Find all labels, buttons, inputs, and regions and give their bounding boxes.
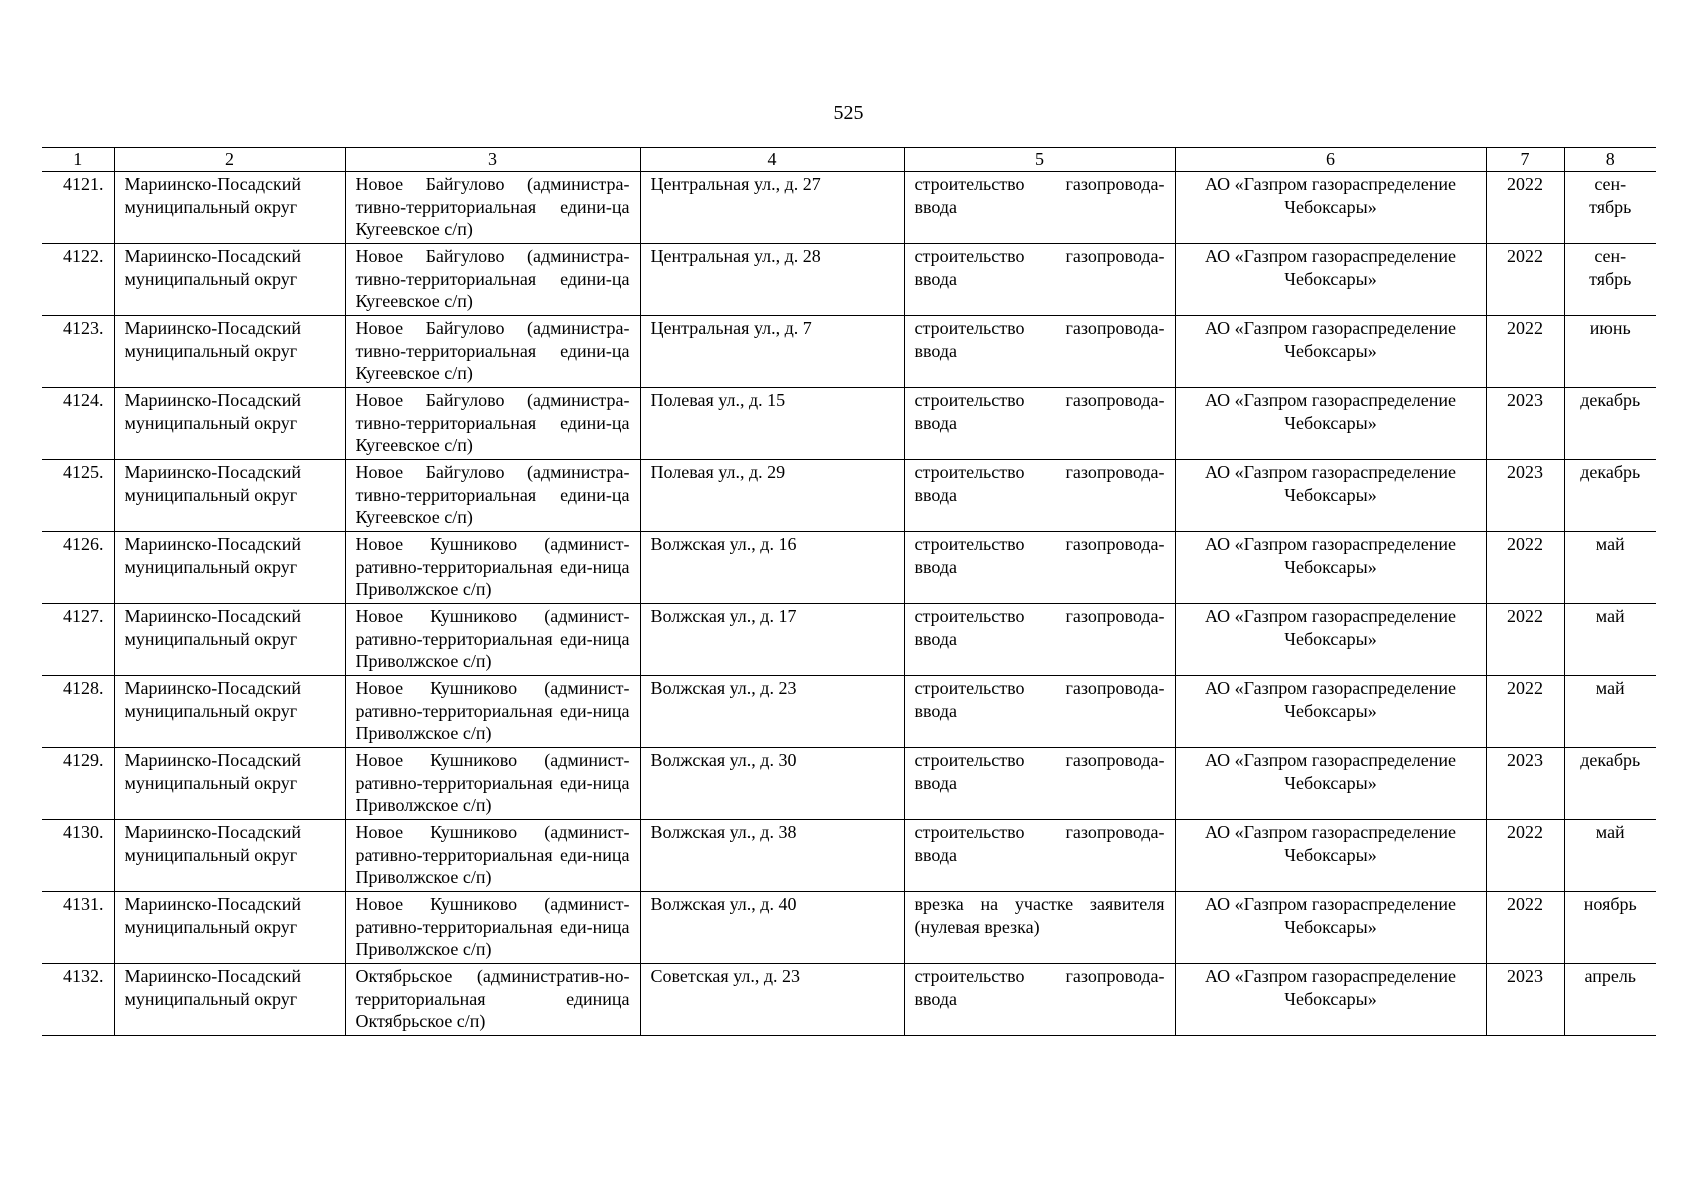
gas-connection-table: [42, 147, 1656, 1036]
district-cell: Мариинско-Посадский муниципальный округ: [114, 748, 345, 820]
year-cell: 2022: [1486, 676, 1564, 748]
work-type-cell: строительство газопровода-ввода: [904, 532, 1175, 604]
table-row: [42, 316, 1656, 388]
address-cell: Волжская ул., д. 23: [640, 676, 904, 748]
organization-cell: АО «Газпром газораспределение Чебоксары»: [1175, 604, 1486, 676]
column-header: 6: [1175, 148, 1486, 172]
year-cell: 2022: [1486, 892, 1564, 964]
row-number: 4131.: [42, 892, 114, 964]
year-cell: 2022: [1486, 172, 1564, 244]
organization-cell: АО «Газпром газораспределение Чебоксары»: [1175, 388, 1486, 460]
settlement-cell: Новое Байгулово (администра-тивно-территориальная едини-ца Кугеевское с/п): [345, 172, 640, 244]
work-type-cell: строительство газопровода-ввода: [904, 388, 1175, 460]
district-cell: Мариинско-Посадский муниципальный округ: [114, 316, 345, 388]
month-cell: май: [1564, 676, 1656, 748]
address-cell: Волжская ул., д. 17: [640, 604, 904, 676]
address-cell: Центральная ул., д. 28: [640, 244, 904, 316]
work-type-cell: строительство газопровода-ввода: [904, 316, 1175, 388]
year-cell: 2022: [1486, 532, 1564, 604]
month-cell: сен-тябрь: [1564, 172, 1656, 244]
column-header: 2: [114, 148, 345, 172]
organization-cell: АО «Газпром газораспределение Чебоксары»: [1175, 676, 1486, 748]
table-row: [42, 676, 1656, 748]
work-type-cell: строительство газопровода-ввода: [904, 244, 1175, 316]
address-cell: Полевая ул., д. 15: [640, 388, 904, 460]
row-number: 4126.: [42, 532, 114, 604]
table-row: [42, 964, 1656, 1036]
table-row: [42, 244, 1656, 316]
settlement-cell: Новое Кушниково (админист-ративно-территориальная еди-ница Приволжское с/п): [345, 748, 640, 820]
settlement-cell: Новое Байгулово (администра-тивно-территориальная едини-ца Кугеевское с/п): [345, 244, 640, 316]
row-number: 4130.: [42, 820, 114, 892]
month-cell: декабрь: [1564, 460, 1656, 532]
table-row: [42, 604, 1656, 676]
organization-cell: АО «Газпром газораспределение Чебоксары»: [1175, 820, 1486, 892]
month-cell: май: [1564, 532, 1656, 604]
address-cell: Волжская ул., д. 40: [640, 892, 904, 964]
district-cell: Мариинско-Посадский муниципальный округ: [114, 604, 345, 676]
month-cell: май: [1564, 604, 1656, 676]
settlement-cell: Новое Кушниково (админист-ративно-территориальная еди-ница Приволжское с/п): [345, 892, 640, 964]
work-type-cell: строительство газопровода-ввода: [904, 172, 1175, 244]
district-cell: Мариинско-Посадский муниципальный округ: [114, 172, 345, 244]
address-cell: Волжская ул., д. 16: [640, 532, 904, 604]
table-row: [42, 892, 1656, 964]
settlement-cell: Новое Байгулово (администра-тивно-территориальная едини-ца Кугеевское с/п): [345, 460, 640, 532]
row-number: 4129.: [42, 748, 114, 820]
table-row: [42, 172, 1656, 244]
column-header: 1: [42, 148, 114, 172]
organization-cell: АО «Газпром газораспределение Чебоксары»: [1175, 892, 1486, 964]
column-header: 4: [640, 148, 904, 172]
organization-cell: АО «Газпром газораспределение Чебоксары»: [1175, 964, 1486, 1036]
work-type-cell: строительство газопровода-ввода: [904, 820, 1175, 892]
address-cell: Центральная ул., д. 7: [640, 316, 904, 388]
row-number: 4128.: [42, 676, 114, 748]
month-cell: сен-тябрь: [1564, 244, 1656, 316]
address-cell: Советская ул., д. 23: [640, 964, 904, 1036]
district-cell: Мариинско-Посадский муниципальный округ: [114, 964, 345, 1036]
row-number: 4132.: [42, 964, 114, 1036]
row-number: 4127.: [42, 604, 114, 676]
year-cell: 2022: [1486, 820, 1564, 892]
table-body: [42, 172, 1656, 1036]
row-number: 4122.: [42, 244, 114, 316]
address-cell: Центральная ул., д. 27: [640, 172, 904, 244]
work-type-cell: строительство газопровода-ввода: [904, 964, 1175, 1036]
table-row: [42, 748, 1656, 820]
district-cell: Мариинско-Посадский муниципальный округ: [114, 244, 345, 316]
month-cell: декабрь: [1564, 388, 1656, 460]
work-type-cell: строительство газопровода-ввода: [904, 748, 1175, 820]
settlement-cell: Новое Кушниково (админист-ративно-территориальная еди-ница Приволжское с/п): [345, 604, 640, 676]
address-cell: Волжская ул., д. 30: [640, 748, 904, 820]
settlement-cell: Новое Кушниково (админист-ративно-территориальная еди-ница Приволжское с/п): [345, 820, 640, 892]
district-cell: Мариинско-Посадский муниципальный округ: [114, 388, 345, 460]
settlement-cell: Новое Кушниково (админист-ративно-территориальная еди-ница Приволжское с/п): [345, 532, 640, 604]
settlement-cell: Новое Байгулово (администра-тивно-территориальная едини-ца Кугеевское с/п): [345, 316, 640, 388]
month-cell: июнь: [1564, 316, 1656, 388]
row-number: 4121.: [42, 172, 114, 244]
column-header: 7: [1486, 148, 1564, 172]
page-number: 525: [833, 102, 864, 124]
district-cell: Мариинско-Посадский муниципальный округ: [114, 532, 345, 604]
work-type-cell: строительство газопровода-ввода: [904, 460, 1175, 532]
month-cell: май: [1564, 820, 1656, 892]
column-numbers-row: [42, 148, 1656, 172]
table-row: [42, 388, 1656, 460]
row-number: 4124.: [42, 388, 114, 460]
table-row: [42, 460, 1656, 532]
year-cell: 2022: [1486, 244, 1564, 316]
address-cell: Полевая ул., д. 29: [640, 460, 904, 532]
month-cell: ноябрь: [1564, 892, 1656, 964]
organization-cell: АО «Газпром газораспределение Чебоксары»: [1175, 316, 1486, 388]
district-cell: Мариинско-Посадский муниципальный округ: [114, 892, 345, 964]
month-cell: декабрь: [1564, 748, 1656, 820]
organization-cell: АО «Газпром газораспределение Чебоксары»: [1175, 244, 1486, 316]
district-cell: Мариинско-Посадский муниципальный округ: [114, 460, 345, 532]
settlement-cell: Новое Байгулово (администра-тивно-территориальная едини-ца Кугеевское с/п): [345, 388, 640, 460]
month-cell: апрель: [1564, 964, 1656, 1036]
column-header: 3: [345, 148, 640, 172]
district-cell: Мариинско-Посадский муниципальный округ: [114, 820, 345, 892]
settlement-cell: Октябрьское (административ-но-территориальная единица Октябрьское с/п): [345, 964, 640, 1036]
year-cell: 2023: [1486, 964, 1564, 1036]
settlement-cell: Новое Кушниково (админист-ративно-территориальная еди-ница Приволжское с/п): [345, 676, 640, 748]
work-type-cell: строительство газопровода-ввода: [904, 604, 1175, 676]
row-number: 4123.: [42, 316, 114, 388]
year-cell: 2022: [1486, 604, 1564, 676]
organization-cell: АО «Газпром газораспределение Чебоксары»: [1175, 748, 1486, 820]
organization-cell: АО «Газпром газораспределение Чебоксары»: [1175, 460, 1486, 532]
address-cell: Волжская ул., д. 38: [640, 820, 904, 892]
work-type-cell: врезка на участке заявителя (нулевая врезка): [904, 892, 1175, 964]
row-number: 4125.: [42, 460, 114, 532]
table-row: [42, 532, 1656, 604]
table-row: [42, 820, 1656, 892]
year-cell: 2023: [1486, 748, 1564, 820]
column-header: 5: [904, 148, 1175, 172]
column-header: 8: [1564, 148, 1656, 172]
year-cell: 2023: [1486, 460, 1564, 532]
year-cell: 2022: [1486, 316, 1564, 388]
work-type-cell: строительство газопровода-ввода: [904, 676, 1175, 748]
organization-cell: АО «Газпром газораспределение Чебоксары»: [1175, 172, 1486, 244]
year-cell: 2023: [1486, 388, 1564, 460]
district-cell: Мариинско-Посадский муниципальный округ: [114, 676, 345, 748]
organization-cell: АО «Газпром газораспределение Чебоксары»: [1175, 532, 1486, 604]
